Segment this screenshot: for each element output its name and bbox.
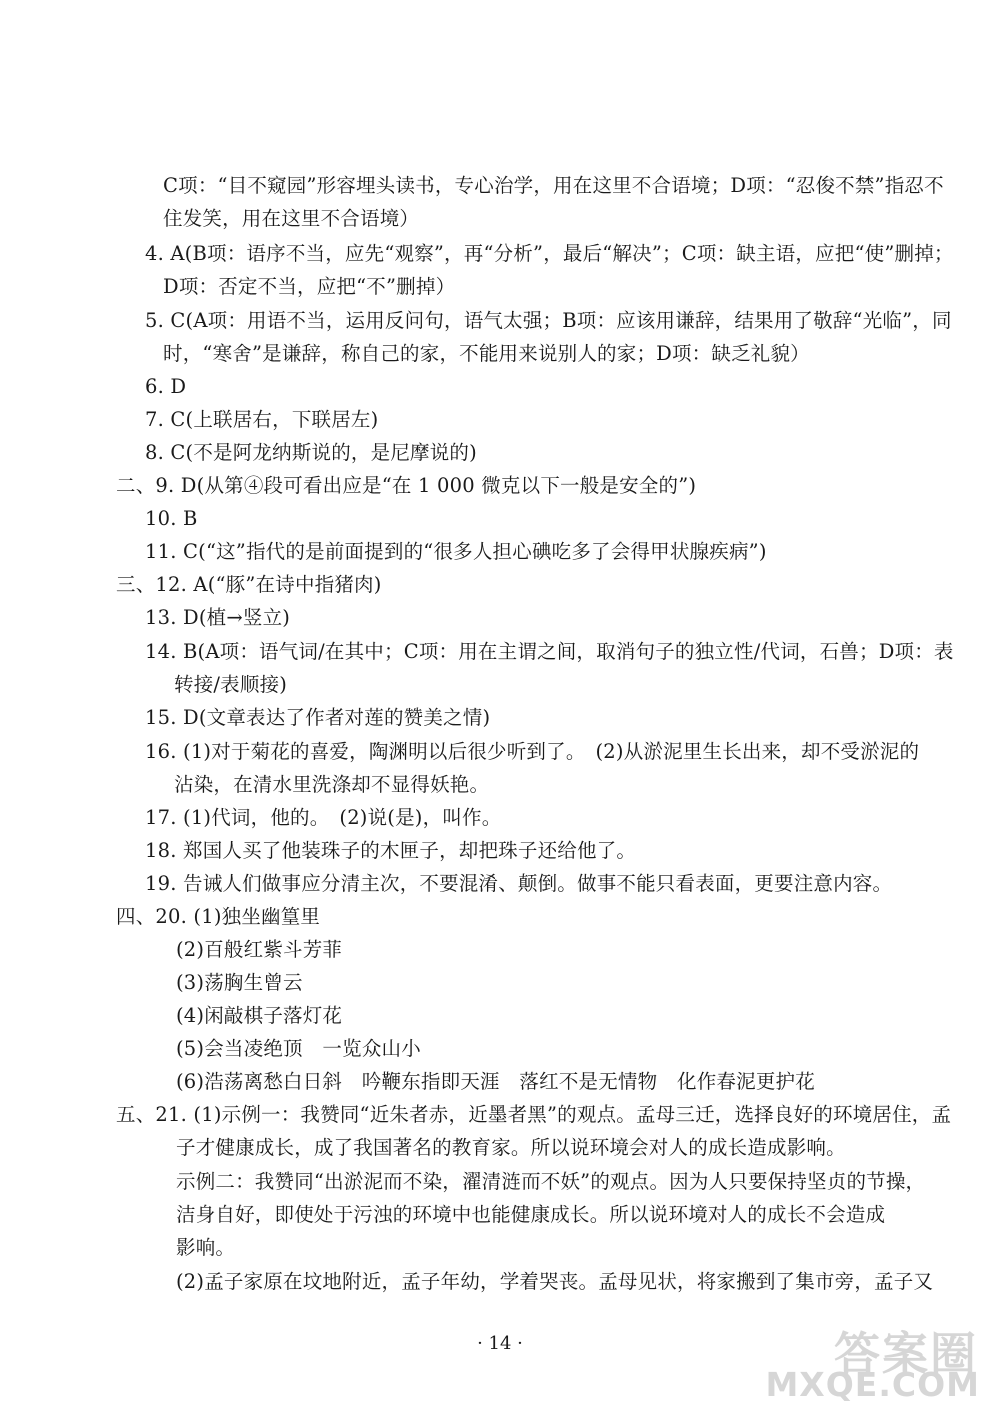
text-line: 五、21. (1)示例一：我赞同“近朱者赤，近墨者黑”的观点。孟母三迁，选择良好的环境居住，孟 xyxy=(116,1103,952,1126)
text-line: 沾染，在清水里洗涤却不显得妖艳。 xyxy=(174,773,490,796)
text-line: 15. D(文章表达了作者对莲的赞美之情) xyxy=(145,706,491,729)
text-line: (2)孟子家原在坟地附近，孟子年幼，学着哭丧。孟母见状，将家搬到了集市旁，孟子又 xyxy=(176,1270,934,1293)
text-line: 18. 郑国人买了他装珠子的木匣子，却把珠子还给他了。 xyxy=(145,839,637,862)
text-line: 8. C(不是阿龙纳斯说的，是尼摩说的) xyxy=(145,441,477,464)
text-line: 6. D xyxy=(145,375,187,398)
site-watermark xyxy=(765,1318,982,1404)
text-line: 二、9. D(从第④段可看出应是“在 1 000 微克以下一般是安全的”) xyxy=(116,474,697,497)
text-line: 示例二：我赞同“出淤泥而不染，濯清涟而不妖”的观点。因为人只要保持坚贞的节操， xyxy=(176,1170,926,1193)
text-line: 三、12. A(“豚”在诗中指猪肉) xyxy=(116,573,382,596)
text-line: (4)闲敲棋子落灯花 xyxy=(176,1004,343,1027)
text-line: 10. B xyxy=(145,507,198,530)
text-line: 13. D(植→竖立) xyxy=(145,606,291,629)
text-line: 11. C(“这”指代的是前面提到的“很多人担心碘吃多了会得甲状腺疾病”) xyxy=(145,540,767,563)
text-line: D项：否定不当，应把“不”删掉） xyxy=(163,275,456,298)
page-number: · 14 · xyxy=(477,1333,523,1354)
text-line: 子才健康成长，成了我国著名的教育家。所以说环境会对人的成长造成影响。 xyxy=(176,1136,846,1159)
text-line: 住发笑，用在这里不合语境） xyxy=(163,207,420,230)
text-line: 17. (1)代词，他的。 (2)说(是)，叫作。 xyxy=(145,806,502,829)
text-line: 转接/表顺接) xyxy=(174,673,288,696)
watermark-url: MXQE.COM xyxy=(765,1365,980,1404)
text-line: (2)百般红紫斗芳菲 xyxy=(176,938,343,961)
text-line: (5)会当凌绝顶 一览众山小 xyxy=(176,1037,421,1060)
text-line: 7. C(上联居右，下联居左) xyxy=(145,408,379,431)
text-line: (3)荡胸生曾云 xyxy=(176,971,303,994)
text-line: 四、20. (1)独坐幽篁里 xyxy=(116,905,321,928)
text-line: 16. (1)对于菊花的喜爱，陶渊明以后很少听到了。 (2)从淤泥里生长出来，却不受淤泥的 xyxy=(145,740,920,763)
text-line: 洁身自好，即使处于污浊的环境中也能健康成长。所以说环境对人的成长不会造成 xyxy=(176,1203,886,1226)
text-line: C项：“目不窥园”形容埋头读书，专心治学，用在这里不合语境；D项：“忍俊不禁”指忍不 xyxy=(163,174,944,197)
watermark-title: 答案圈 xyxy=(834,1327,978,1381)
text-line: 影响。 xyxy=(176,1236,236,1259)
text-line: 19. 告诫人们做事应分清主次，不要混淆、颠倒。做事不能只看表面，更要注意内容。 xyxy=(145,872,893,895)
text-line: 5. C(A项：用语不当，运用反问句，语气太强；B项：应该用谦辞，结果用了敬辞“光临”，同 xyxy=(145,309,952,332)
text-line: (6)浩荡离愁白日斜 吟鞭东指即天涯 落红不是无情物 化作春泥更护花 xyxy=(176,1070,815,1093)
text-line: 时，“寒舍”是谦辞，称自己的家，不能用来说别人的家；D项：缺乏礼貌） xyxy=(163,342,810,365)
text-line: 14. B(A项：语气词/在其中；C项：用在主谓之间，取消句子的独立性/代词，石兽；D项：表 xyxy=(145,640,954,663)
text-line: 4. A(B项：语序不当，应先“观察”，再“分析”，最后“解决”；C项：缺主语，应把“使”删掉； xyxy=(145,242,954,265)
